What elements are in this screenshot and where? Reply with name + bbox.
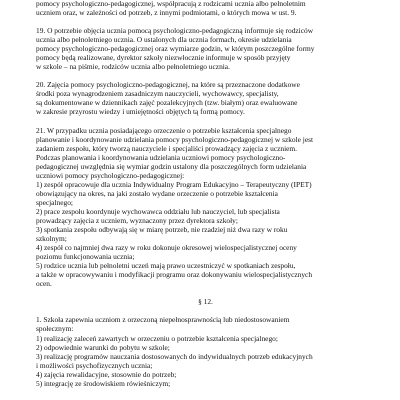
text-line: pomocy będą realizowane, dyrektor szkoły niezwłocznie informuje w sposób przyjęty bbox=[36, 53, 291, 63]
text-line: środki poza wynagrodzeniem zasadniczym nauczycieli, wychowawcy, specjalisty, bbox=[36, 89, 279, 99]
text-line: 4) zespół co najmniej dwa razy w roku dokonuje okresowej wielospecjalistycznej oceny bbox=[36, 243, 297, 253]
text-line: w szkole – na piśmie, rodziców ucznia albo pełnoletniego ucznia. bbox=[36, 62, 230, 72]
text-line: 1. Szkoła zapewnia uczniom z orzeczoną niepełnosprawnością lub niedostosowaniem bbox=[36, 315, 290, 325]
text-line: 3) spotkania zespołu odbywają się w miarę potrzeb, nie rzadziej niż dwa razy w roku bbox=[36, 225, 288, 235]
text-line: specjalnego; bbox=[36, 197, 73, 207]
text-line: 3) realizację programów nauczania dostosowanych do indywidualnych potrzeb edukacyjnych bbox=[36, 351, 313, 361]
text-line: uczniem oraz, w zależności od potrzeb, z innymi podmiotami, o których mowa w ust. 9. bbox=[36, 8, 297, 18]
text-line: pomocy psychologiczno-pedagogicznej oraz wymiarze godzin, w którym poszczególne formy bbox=[36, 44, 315, 54]
text-line: 2) prace zespołu koordynuje wychowawca oddziału lub nauczyciel, lub specjalista bbox=[36, 206, 280, 216]
text-line: ucznia albo pełnoletniego ucznia. O ustalonych dla ucznia formach, okresie udzielania bbox=[36, 35, 292, 45]
text-line: poziomu funkcjonowania ucznia; bbox=[36, 252, 135, 262]
text-line: społecznym: bbox=[36, 324, 74, 334]
text-line: Podczas planowania i koordynowania udzielania uczniowi pomocy psychologiczno- bbox=[36, 152, 286, 162]
text-line: planowanie i koordynowanie udzielania pomocy psychologiczno-pedagogicznej w szkole jest bbox=[36, 134, 314, 144]
text-line: są dokumentowane w dziennikach zajęć pozalekcyjnych (tzw. białym) oraz ewaluowane bbox=[36, 98, 298, 108]
text-line: pomocy psychologiczno-pedagogicznej, współpracują z rodzicami ucznia albo pełnoletnim bbox=[36, 0, 306, 8]
paragraph-20 bbox=[36, 80, 375, 116]
text-line: 5) rodzice ucznia lub pełnoletni uczeń mają prawo uczestniczyć w spotkaniach zespołu, bbox=[36, 261, 296, 271]
text-line: zadaniem zespołu, który tworzą nauczyciele i specjaliści prowadzący zajęcia z uczniem. bbox=[36, 143, 298, 153]
text-line: 4) zajęcia rewalidacyjne, stosownie do potrzeb; bbox=[36, 369, 177, 379]
text-line: uczniowi pomocy psychologiczno-pedagogicznej: bbox=[36, 170, 185, 180]
text-line: 21. W przypadku ucznia posiadającego orzeczenie o potrzebie kształcenia specjalnego bbox=[36, 125, 292, 135]
text-line: prowadzący zajęcia z uczniem, wyznaczony przez dyrektora szkoły; bbox=[36, 215, 238, 225]
document-body bbox=[36, 0, 375, 388]
text-line: szkolnym; bbox=[36, 234, 67, 244]
text-line: i możliwości psychofizycznych ucznia; bbox=[36, 360, 153, 370]
text-line: 5) integrację ze środowiskiem rówieśniczym; bbox=[36, 378, 171, 388]
paragraph-19 bbox=[36, 26, 375, 71]
text-line: 19. O potrzebie objęcia ucznia pomocą psychologiczno-pedagogiczną informuje się rodziców bbox=[36, 26, 314, 36]
section-heading: § 12. bbox=[198, 297, 213, 307]
text-line: obowiązujący na okres, na jaki zostało wydane orzeczenie o potrzebie kształcenia bbox=[36, 188, 278, 198]
text-line: 1) realizację zaleceń zawartych w orzeczeniu o potrzebie kształcenia specjalnego; bbox=[36, 333, 278, 343]
text-line: ocen. bbox=[36, 279, 52, 289]
section-12-body bbox=[36, 315, 375, 387]
paragraph-21 bbox=[36, 126, 375, 289]
text-line: w zakresie przyrostu wiedzy i umiejętności objętych tą formą pomocy. bbox=[36, 107, 245, 117]
text-line: 20. Zajęcia pomocy psychologiczno-pedagogicznej, na które są przeznaczone dodatkowe bbox=[36, 80, 300, 90]
text-line: pedagogicznej uwzględnia się wymiar godzin ustalony dla poszczególnych form udzielania bbox=[36, 161, 307, 171]
text-line: 1) zespół opracowuje dla ucznia Indywidualny Program Edukacyjno – Terapeutyczny (IPET) bbox=[36, 179, 312, 189]
text-line: 2) odpowiednie warunki do pobytu w szkole; bbox=[36, 342, 170, 352]
text-line: a także w opracowywaniu i modyfikacji programu oraz dokonywaniu wielospecjalistycznych bbox=[36, 270, 313, 280]
paragraph-18-continuation bbox=[36, 0, 375, 17]
